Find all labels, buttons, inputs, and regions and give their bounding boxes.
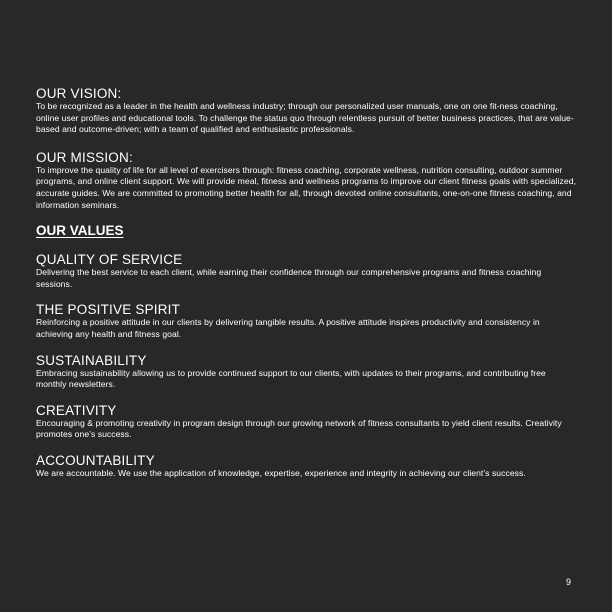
value-title: THE POSITIVE SPIRIT [36,302,181,318]
value-body: Delivering the best service to each client, while earning their confidence through our comprehensive programs and fitness coaching sessions. [36,267,542,289]
value-title: CREATIVITY [36,402,117,418]
mission-section [36,150,576,211]
value-title: ACCOUNTABILITY [36,452,155,468]
value-quality-of-service [36,252,576,290]
page-number: 9 [566,577,572,587]
value-creativity [36,403,576,441]
value-title: SUSTAINABILITY [36,352,147,368]
vision-title: OUR VISION: [36,86,122,101]
value-body: We are accountable. We use the application of knowledge, expertise, experience and integrity in achieving our client’s success. [36,467,526,478]
mission-title: OUR MISSION: [36,149,133,165]
mission-body: To improve the quality of life for all level of exercisers through: fitness coaching, corporate wellness, nutrition consulting, outdoor summer programs, and online client support. We will provide meal, fitness and wellness programs to improve our client fitness goals with specialized, accurate guides. We are committed to promoting better health for all, through devoted online consultants, one-on-one fitness coaching, and information seminars. [36,164,577,210]
value-accountability [36,453,576,480]
value-body: Embracing sustainability allowing us to provide continued support to our clients, with updates to their programs, and contributing free monthly newsletters. [36,367,546,390]
value-body: Encouraging & promoting creativity in program design through our growing network of fitness consultants to yield client results. Creativity promotes one’s success. [36,417,562,440]
value-body: Reinforcing a positive attitude in our clients by delivering tangible results. A positive attitude inspires productivity and consistency in achieving any health and fitness goal. [36,317,540,339]
value-sustainability [36,353,576,391]
value-positive-spirit [36,302,576,340]
values-heading: OUR VALUES [36,223,124,239]
values-section [36,223,576,479]
vision-section [36,86,576,136]
vision-body: To be recognized as a leader in the health and wellness industry; through our personalized user manuals, one on one fit-ness coaching, online user profiles and educational tools. To challenge the status quo through relentless pursuit of better business practices, that are value-based and outcome-driven; with a team of qualified and enthusiastic professionals. [36,101,574,135]
value-title: QUALITY OF SERVICE [36,252,183,268]
content-area [36,86,576,480]
